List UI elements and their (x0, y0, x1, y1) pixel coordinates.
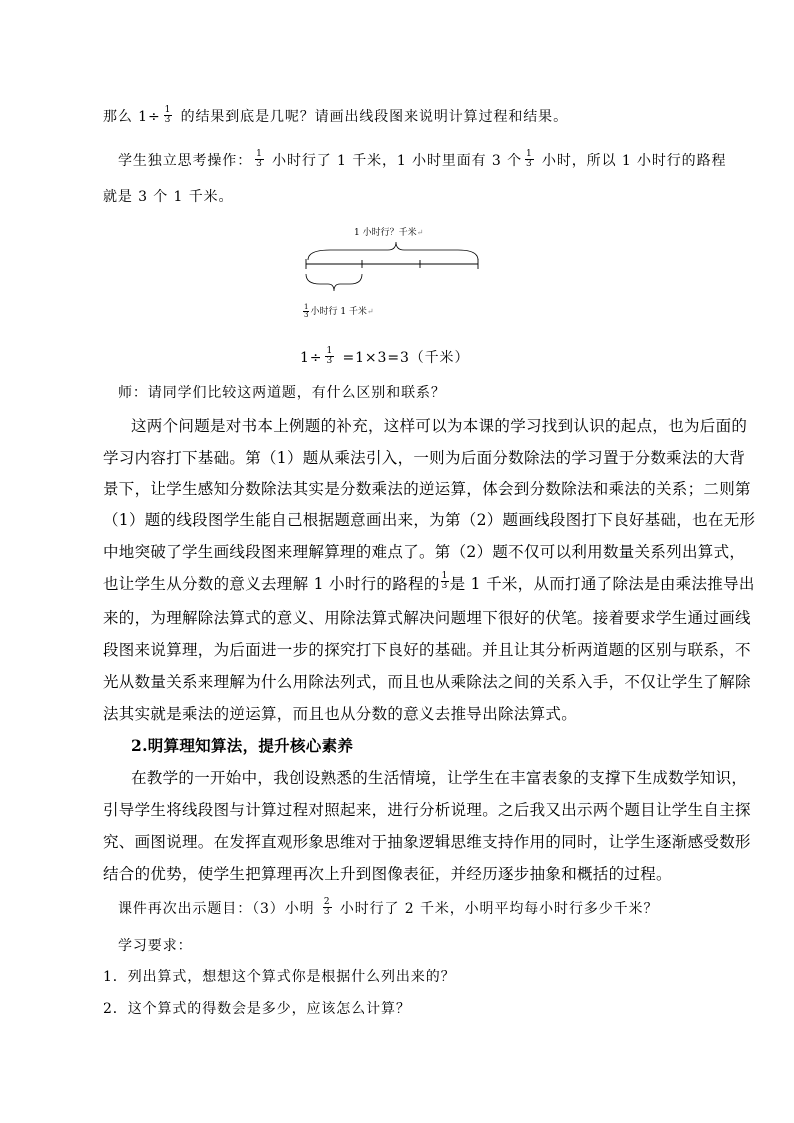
paragraph-line: （1）题的线段图学生能自己根据题意画出来，为第（2）题画线段图打下良好基础，也在无形 (103, 511, 756, 529)
top-brace (308, 242, 478, 260)
fraction: $\frac{1}{3}$ (256, 148, 263, 169)
fraction: $\frac{1}{3}$ (441, 570, 448, 591)
paragraph-line: 这两个问题是对书本上例题的补充，这样可以为本课的学习找到认识的起点，也为后面的 (131, 417, 748, 435)
question-3: 课件再次出示题目：（3）小明 $\frac{2}{3}$ 小时行了 2 千米，小明平均每小时行多少千米？ (118, 896, 659, 917)
teacher-question: 师：请同学们比较这两道题，有什么区别和联系？ (118, 385, 446, 401)
fraction: $\frac{1}{3}$ (304, 303, 309, 319)
student-operation-line: 学生独立思考操作： $\frac{1}{3}$ 小时行了 1 千米，1 小时里面有 3 个 $\frac{1}{3}$ 小时，所以 1 小时行的路程 (118, 148, 727, 169)
paragraph-line: 来的，为理解除法算式的意义、用除法算式解决问题埋下很好的伏笔。接着要求学生通过画线 (103, 609, 751, 627)
fraction: $\frac{1}{3}$ (164, 104, 172, 125)
requirement-item: 2．这个算式的得数会是多少，应该怎么计算？ (103, 1001, 411, 1017)
paragraph-line: 法其实就是乘法的逆运算，而且也从分数的意义去推导出除法算式。 (103, 705, 578, 723)
section-heading: 2.明算理知算法，提升核心素养 (131, 736, 354, 755)
fraction: $\frac{1}{3}$ (525, 148, 533, 169)
question-line (103, 106, 568, 127)
question-text: 那么 1÷ (103, 109, 161, 125)
paragraph-line: 景下，让学生感知分数除法其实是分数乘法的逆运算，体会到分数除法和乘法的关系；二则第 (103, 480, 751, 498)
bottom-label: $\frac{1}{3}$ 小时行 1 千米↵ (304, 303, 374, 319)
bottom-brace (306, 274, 362, 291)
student-operation-line-2: 就是 3 个 1 千米。 (103, 189, 234, 205)
paragraph-line: 段图来说算理，为后面进一步的探究打下良好的基础。并且让其分析两道题的区别与联系，不 (103, 641, 751, 659)
fraction: $\frac{2}{3}$ (323, 896, 331, 917)
paragraph-line: 在教学的一开始中，我创设熟悉的生活情境，让学生在丰富表象的支撑下生成数学知识， (131, 769, 748, 787)
requirements-title: 学习要求： (118, 938, 193, 954)
fraction: $\frac{1}{3}$ (326, 345, 334, 366)
paragraph-line: 也让学生从分数的意义去理解 1 小时行的路程的 $\frac{1}{3}$ 是 1 千米，从而打通了除法是由乘法推导出 (103, 570, 755, 593)
paragraph-line: 学习内容打下基础。第（1）题从乘法引入，一则为后面分数除法的学习置于分数乘法的大背 (103, 449, 746, 467)
paragraph-line: 究、画图说理。在发挥直观形象思维对于抽象逻辑思维支持作用的同时，让学生逐渐感受数形 (103, 833, 751, 851)
line-segment-diagram (300, 222, 490, 327)
top-label: 1 小时行？千米↵ (354, 228, 424, 238)
paragraph-line: 中地突破了学生画线段图来理解算理的难点了。第（2）题不仅可以利用数量关系列出算式， (103, 543, 746, 561)
equation: 1÷ $\frac{1}{3}$ =1×3=3（千米） (300, 345, 470, 366)
paragraph-line: 引导学生将线段图与计算过程对照起来，进行分析说理。之后我又出示两个题目让学生自主探 (103, 801, 751, 819)
paragraph-line: 光从数量关系来理解为什么用除法列式，而且也从乘除法之间的关系入手，不仅让学生了解除 (103, 673, 751, 691)
paragraph-line: 结合的优势，使学生把算理再次上升到图像表征，并经历逐步抽象和概括的过程。 (103, 865, 672, 883)
question-text: 的结果到底是几呢？请画出线段图来说明计算过程和结果。 (175, 109, 568, 125)
requirement-item: 1．列出算式，想想这个算式你是根据什么列出来的？ (103, 969, 456, 985)
